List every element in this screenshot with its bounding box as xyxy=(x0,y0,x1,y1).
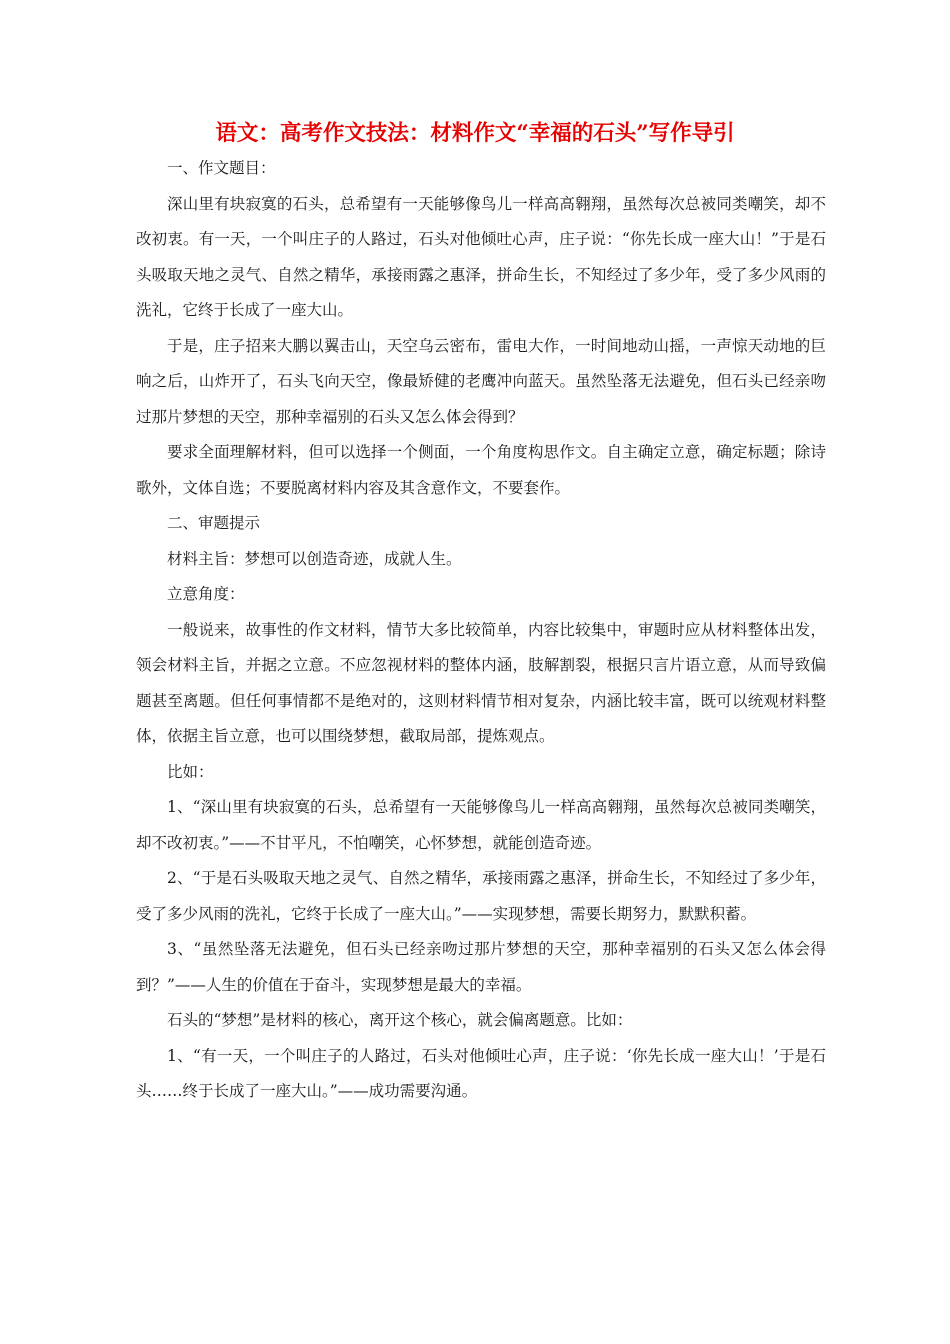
examples-label: 比如： xyxy=(167,762,214,781)
material-theme: 材料主旨：梦想可以创造奇迹，成就人生。 xyxy=(167,549,462,568)
material-paragraph-2: 于是，庄子招来大鹏以翼击山，天空乌云密布，雷电大作，一时间地动山摇，一声惊天动地的巨响之后，山炸开了，石头飞向天空，像最矫健的老鹰冲向蓝天。虽然坠落无法避免，但石头已经亲吻过那片梦想的天空，那种幸福别的石头又怎么体会得到？ xyxy=(136,336,826,426)
core-note: 石头的“梦想”是材料的核心，离开这个核心，就会偏离题意。比如： xyxy=(167,1011,633,1029)
section-heading-hints: 二、审题提示 xyxy=(167,514,261,532)
material-paragraph-1: 深山里有块寂寞的石头，总希望有一天能够像鸟儿一样高高翱翔，虽然每次总被同类嘲笑，却不改初衷。有一天，一个叫庄子的人路过，石头对他倾吐心声，庄子说：“你先长成一座大山！”于是石头吸取天地之灵气、自然之精华，承接雨露之惠泽，拼命生长，不知经过了多少年，受了多少风雨的洗礼，它终于长成了一座大山。 xyxy=(136,194,826,319)
off-topic-example-1: 1、“有一天，一个叫庄子的人路过，石头对他倾吐心声，庄子说：‘你先长成一座大山！’于是石头……终于长成了一座大山。”——成功需要沟通。 xyxy=(136,1046,826,1100)
document-title: 语文：高考作文技法：材料作文“幸福的石头”写作导引 xyxy=(215,121,735,146)
document-body xyxy=(136,151,826,1110)
example-3: 3、“虽然坠落无法避免，但石头已经亲吻过那片梦想的天空，那种幸福别的石头又怎么体会得到？”——人生的价值在于奋斗，实现梦想是最大的幸福。 xyxy=(136,940,826,994)
angle-heading: 立意角度： xyxy=(167,585,245,603)
section-heading-topic: 一、作文题目： xyxy=(167,159,276,177)
analysis-paragraph: 一般说来，故事性的作文材料，情节大多比较简单，内容比较集中，审题时应从材料整体出发，领会材料主旨，并据之立意。不应忽视材料的整体内涵，肢解割裂，根据只言片语立意，从而导致偏题甚至离题。但任何事情都不是绝对的，这则材料情节相对复杂，内涵比较丰富，既可以统观材料整体，依据主旨立意，也可以围绕梦想，截取局部，提炼观点。 xyxy=(136,620,826,745)
example-2: 2、“于是石头吸取天地之灵气、自然之精华，承接雨露之惠泽，拼命生长，不知经过了多少年，受了多少风雨的洗礼，它终于长成了一座大山。”——实现梦想，需要长期努力，默默积蓄。 xyxy=(136,869,826,923)
requirements-paragraph: 要求全面理解材料，但可以选择一个侧面，一个角度构思作文。自主确定立意，确定标题；除诗歌外，文体自选；不要脱离材料内容及其含意作文，不要套作。 xyxy=(136,443,826,497)
example-1: 1、“深山里有块寂寞的石头，总希望有一天能够像鸟儿一样高高翱翔，虽然每次总被同类嘲笑，却不改初衷。”——不甘平凡，不怕嘲笑，心怀梦想，就能创造奇迹。 xyxy=(136,798,826,852)
